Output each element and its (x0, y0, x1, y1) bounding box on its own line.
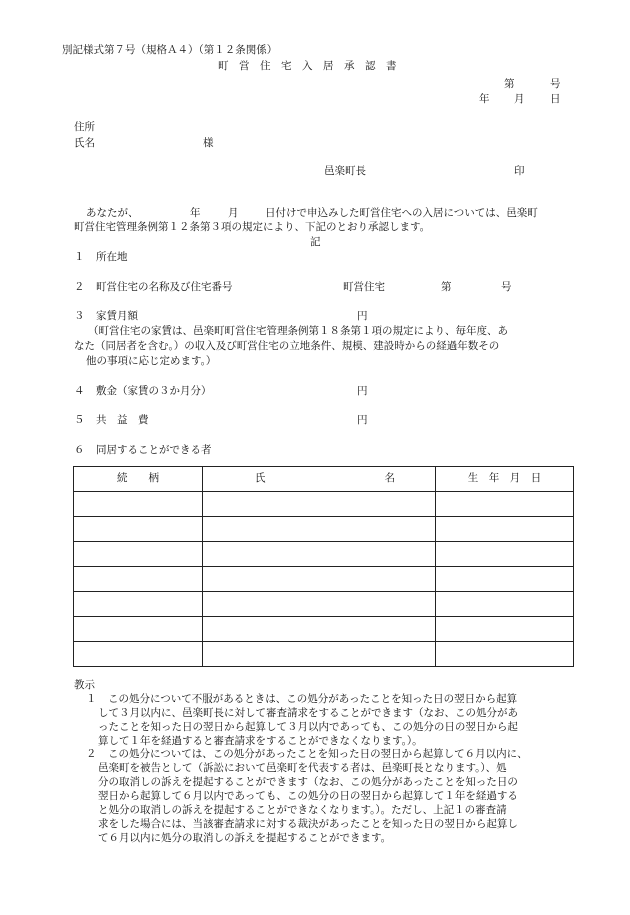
item3-label: 家賃月額 (96, 310, 138, 322)
notice2-line1: この処分については、この処分があったことを知った日の翌日から起算して６月以内に、 (108, 748, 528, 760)
notice-title: 教示 (74, 679, 95, 691)
name-label: 氏名 (74, 137, 95, 149)
issuer-name: 邑楽町長 (324, 165, 366, 177)
item3-yen: 円 (357, 310, 368, 322)
number-go: 号 (550, 78, 561, 90)
item1-number: １ (74, 251, 85, 263)
relation-cell[interactable] (74, 567, 203, 592)
notice2-line2: 邑楽町を被告として（訴訟において邑楽町を代表する者は、邑楽町長となります。）、処 (98, 762, 507, 774)
notice1-line1: この処分について不服があるときは、この処分があったことを知った日の翌日から起算 (108, 693, 518, 705)
notice1-number: １ (86, 693, 97, 705)
item6-number: ６ (74, 444, 85, 456)
table-row (74, 542, 574, 567)
name-cell[interactable] (203, 492, 436, 517)
number-dai: 第 (504, 78, 515, 90)
body-line1-rest: 日付けで申込みした町営住宅への入居については、邑楽町 (265, 207, 538, 219)
date-year: 年 (479, 93, 490, 105)
body-line1-start: あなたが、 (86, 207, 139, 219)
birthdate-cell[interactable] (436, 542, 574, 567)
ki-heading: 記 (310, 236, 321, 248)
item1-label: 所在地 (96, 251, 128, 263)
table-row (74, 492, 574, 517)
item5-yen: 円 (357, 414, 368, 426)
cohabitants-table (73, 466, 574, 667)
item4-number: ４ (74, 385, 85, 397)
name-cell[interactable] (203, 592, 436, 617)
table-row (74, 617, 574, 642)
relation-cell[interactable] (74, 492, 203, 517)
item2-label: 町営住宅の名称及び住宅番号 (96, 281, 233, 293)
form-label: 別記様式第７号（規格Ａ４）（第１２条関係） (62, 44, 278, 56)
header-birthdate: 生 年 月 日 (436, 467, 574, 492)
honorific: 様 (203, 137, 214, 149)
relation-cell[interactable] (74, 542, 203, 567)
document-title: 町 営 住 宅 入 居 承 認 書 (218, 60, 397, 72)
body-line1-month: 月 (228, 207, 239, 219)
item6-label: 同居することができる者 (96, 444, 212, 456)
date-day: 日 (550, 93, 561, 105)
notice1-line3: ったことを知った日の翌日から起算して３月以内であっても、この処分の日の翌日から起 (98, 721, 518, 733)
item4-label: 敷金（家賃の３か月分） (96, 385, 212, 397)
name-cell[interactable] (203, 517, 436, 542)
body-line2: 町営住宅管理条例第１２条第３項の規定により、下記のとおり承認します。 (74, 221, 431, 233)
table-row (74, 567, 574, 592)
header-name-mei: 名 (384, 472, 395, 485)
item3-note-line3: 他の事項に応じ定めます。） (86, 355, 217, 367)
notice2-line5: と処分の取消しの訴えを提起することができなくなります。）。ただし、上記１の審査請 (98, 804, 507, 816)
address-label: 住所 (74, 121, 95, 133)
header-name-shi: 氏 (255, 472, 266, 485)
table-row (74, 517, 574, 542)
notice2-line4: 翌日から起算して６月以内であっても、この処分の日の翌日から起算して１年を経過する (98, 790, 518, 802)
seal-mark: 印 (514, 165, 525, 177)
name-cell[interactable] (203, 542, 436, 567)
item2-dai: 第 (441, 281, 452, 293)
notice2-number: ２ (86, 748, 97, 760)
notice1-line2: して３月以内に、邑楽町長に対して審査請求をすることができます（なお、この処分があ (98, 707, 518, 719)
item3-note-line2: なた（同居者を含む。）の収入及び町営住宅の立地条件、規模、建設時からの経過年数その (74, 340, 500, 352)
item2-number: ２ (74, 281, 85, 293)
item2-go: 号 (501, 281, 512, 293)
relation-cell[interactable] (74, 517, 203, 542)
notice2-line7: て６月以内に処分の取消しの訴えを提起することができます。 (98, 832, 392, 844)
item5-number: ５ (74, 414, 85, 426)
birthdate-cell[interactable] (436, 617, 574, 642)
header-relation: 続 柄 (74, 467, 203, 492)
relation-cell[interactable] (74, 617, 203, 642)
birthdate-cell[interactable] (436, 592, 574, 617)
birthdate-cell[interactable] (436, 567, 574, 592)
table-row (74, 592, 574, 617)
item3-number: ３ (74, 310, 85, 322)
relation-cell[interactable] (74, 592, 203, 617)
item4-yen: 円 (357, 385, 368, 397)
birthdate-cell[interactable] (436, 492, 574, 517)
birthdate-cell[interactable] (436, 642, 574, 667)
notice2-line6: 求をした場合には、当該審査請求に対する裁決があったことを知った日の翌日から起算し (98, 818, 518, 830)
name-cell[interactable] (203, 642, 436, 667)
relation-cell[interactable] (74, 642, 203, 667)
notice2-line3: 分の取消しの訴えを提起することができます（なお、この処分があったことを知った日の (98, 776, 518, 788)
item5-label: 共 益 費 (96, 414, 149, 426)
table-header-row (74, 467, 574, 492)
body-line1-year: 年 (190, 207, 201, 219)
name-cell[interactable] (203, 567, 436, 592)
date-month: 月 (514, 93, 525, 105)
name-cell[interactable] (203, 617, 436, 642)
header-name (203, 467, 436, 492)
birthdate-cell[interactable] (436, 517, 574, 542)
item2-housing-name: 町営住宅 (343, 281, 385, 293)
notice1-line4: 算して１年を経過すると審査請求をすることができなくなります。）。 (98, 735, 423, 747)
item3-note-line1: （町営住宅の家賃は、邑楽町町営住宅管理条例第１８条第１項の規定により、毎年度、あ (88, 325, 508, 337)
table-row (74, 642, 574, 667)
